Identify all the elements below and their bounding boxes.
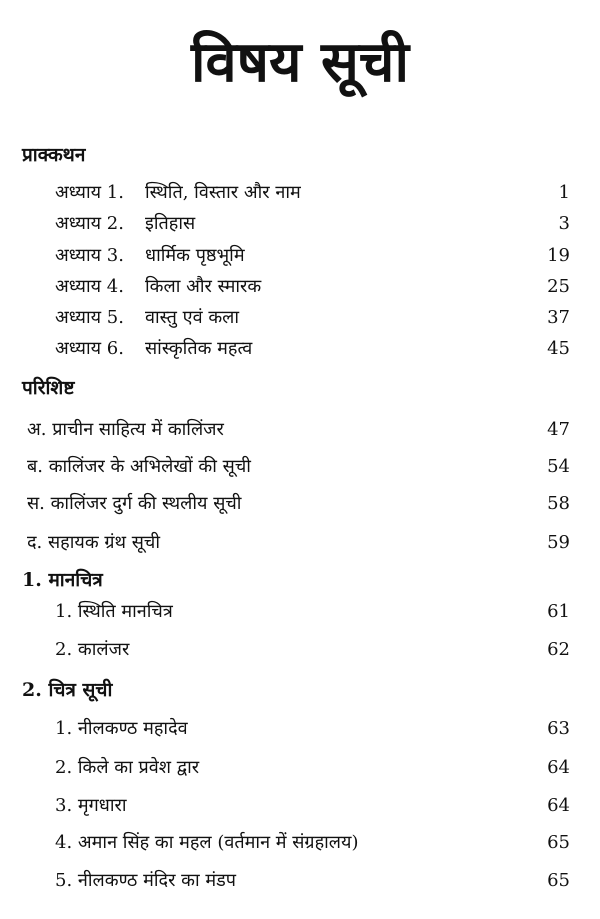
toc-entry[interactable] — [0, 599, 600, 625]
toc-entry[interactable] — [0, 637, 600, 663]
entry-page-number: 63 — [547, 718, 570, 739]
toc-entry[interactable] — [0, 305, 600, 331]
entry-title: द. सहायक ग्रंथ सूची — [27, 532, 161, 553]
entry-page-number: 47 — [547, 419, 570, 440]
section-heading-preface: प्राक्कथन — [22, 144, 86, 166]
entry-label: अध्याय 2. — [55, 213, 124, 234]
section-heading-appendix: परिशिष्ट — [22, 377, 75, 399]
entry-page-number: 45 — [547, 338, 570, 359]
entry-title: वास्तु एवं कला — [145, 307, 240, 328]
entry-title: 1. नीलकण्ठ महादेव — [55, 718, 188, 739]
toc-entry[interactable] — [0, 755, 600, 781]
entry-page-number: 54 — [547, 456, 570, 477]
entry-label: अध्याय 6. — [55, 338, 124, 359]
entry-page-number: 37 — [547, 307, 570, 328]
entry-page-number: 1 — [558, 182, 570, 203]
entry-page-number: 19 — [547, 245, 570, 266]
entry-title: धार्मिक पृष्ठभूमि — [145, 245, 245, 266]
entry-label: अध्याय 5. — [55, 307, 124, 328]
entry-page-number: 64 — [547, 757, 570, 778]
toc-entry[interactable] — [0, 454, 600, 480]
entry-title: 5. नीलकण्ठ मंदिर का मंडप — [55, 870, 236, 891]
toc-entry[interactable] — [0, 417, 600, 443]
entry-title: इतिहास — [145, 213, 196, 234]
entry-page-number: 58 — [547, 493, 570, 514]
entry-page-number: 61 — [547, 601, 570, 622]
page-title: विषय सूची — [191, 29, 409, 95]
toc-entry[interactable] — [0, 274, 600, 300]
entry-title: ब. कालिंजर के अभिलेखों की सूची — [27, 456, 251, 477]
toc-entry[interactable] — [0, 793, 600, 819]
entry-page-number: 65 — [547, 832, 570, 853]
entry-title: 1. स्थिति मानचित्र — [55, 601, 173, 622]
section-heading-maps: 1. मानचित्र — [22, 569, 103, 591]
entry-page-number: 64 — [547, 795, 570, 816]
entry-page-number: 65 — [547, 870, 570, 891]
toc-entry[interactable] — [0, 830, 600, 856]
toc-entry[interactable] — [0, 716, 600, 742]
entry-title: 3. मृगधारा — [55, 795, 127, 816]
entry-page-number: 62 — [547, 639, 570, 660]
entry-title: स्थिति, विस्तार और नाम — [145, 182, 301, 203]
entry-label: अध्याय 1. — [55, 182, 124, 203]
toc-entry[interactable] — [0, 180, 600, 206]
entry-title: सांस्कृतिक महत्व — [145, 338, 253, 359]
entry-title: 2. किले का प्रवेश द्वार — [55, 757, 200, 778]
entry-title: 4. अमान सिंह का महल (वर्तमान में संग्रहालय) — [55, 832, 359, 853]
entry-title: स. कालिंजर दुर्ग की स्थलीय सूची — [27, 493, 242, 514]
entry-title: अ. प्राचीन साहित्य में कालिंजर — [27, 419, 224, 440]
entry-page-number: 25 — [547, 276, 570, 297]
entry-page-number: 59 — [547, 532, 570, 553]
toc-entry[interactable] — [0, 211, 600, 237]
toc-entry[interactable] — [0, 336, 600, 362]
toc-entry[interactable] — [0, 868, 600, 894]
toc-entry[interactable] — [0, 491, 600, 517]
entry-title: 2. कालंजर — [55, 639, 130, 660]
toc-entry[interactable] — [0, 530, 600, 556]
entry-label: अध्याय 3. — [55, 245, 124, 266]
toc-entry[interactable] — [0, 243, 600, 269]
entry-title: किला और स्मारक — [145, 276, 262, 297]
entry-page-number: 3 — [558, 213, 570, 234]
entry-label: अध्याय 4. — [55, 276, 124, 297]
section-heading-pictures: 2. चित्र सूची — [22, 679, 113, 701]
